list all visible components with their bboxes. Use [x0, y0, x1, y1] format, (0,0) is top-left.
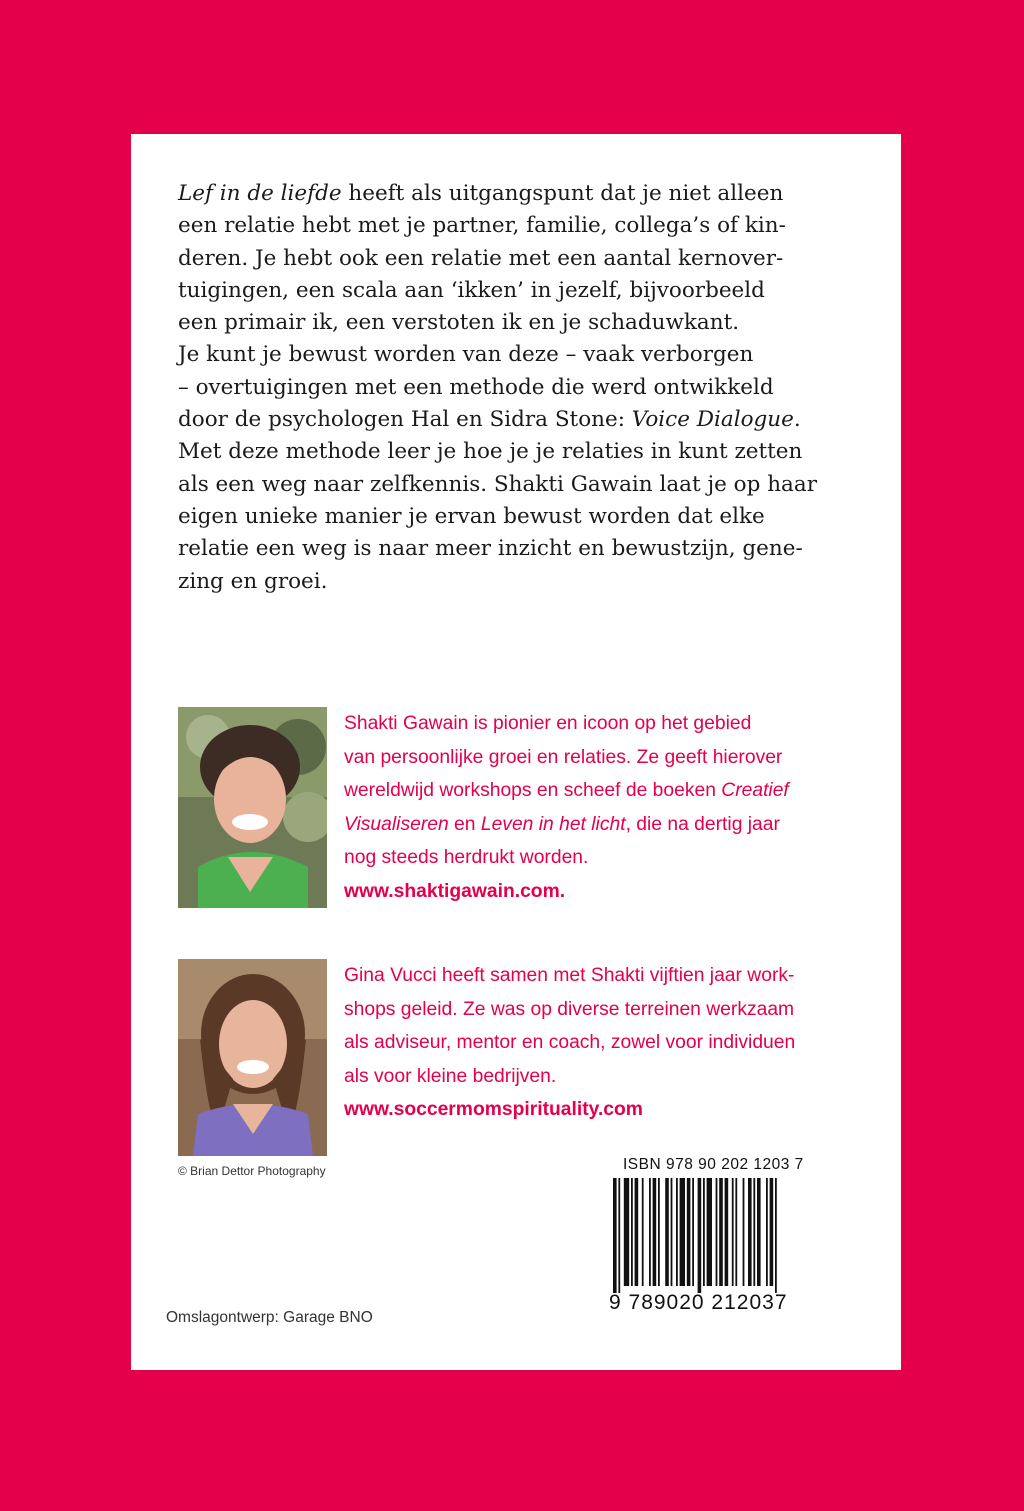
barcode-bar	[775, 1178, 777, 1293]
barcode-bar	[766, 1178, 768, 1286]
author-website-link[interactable]: www.shaktigawain.com.	[344, 880, 566, 902]
barcode-bar	[719, 1178, 723, 1286]
bio-line: wereldwijd workshops en scheef de boeken Creatief	[344, 780, 789, 802]
barcode-bar	[618, 1178, 620, 1293]
barcode-bar	[631, 1178, 633, 1286]
blurb-line: een relatie hebt met je partner, familie, collega’s of kin-	[178, 213, 786, 239]
barcode-bar	[680, 1178, 685, 1286]
blurb-line: Met deze methode leer je hoe je je relaties in kunt zetten	[178, 439, 803, 465]
barcode-bar	[698, 1178, 702, 1293]
barcode-bar	[635, 1178, 639, 1286]
blurb-line: – overtuigingen met een methode die werd ontwikkeld	[178, 374, 774, 400]
blurb-line: tuigingen, een scala aan ‘ikken’ in jezelf, bijvoorbeeld	[178, 277, 765, 303]
barcode-bar	[753, 1178, 755, 1286]
barcode-bar	[732, 1178, 734, 1286]
barcode-bar	[757, 1178, 761, 1286]
isbn-block	[609, 1156, 839, 1315]
back-cover-panel	[131, 134, 901, 1370]
barcode-bar	[676, 1178, 678, 1286]
barcode-digits: 9 789020 212037	[609, 1291, 788, 1314]
barcode-bar	[707, 1178, 712, 1286]
bio-line: shops geleid. Ze was op diverse terreinen werkzaam	[344, 998, 795, 1020]
barcode-bar	[748, 1178, 752, 1286]
bio-line: als adviseur, mentor en coach, zowel voor individuen	[344, 1032, 796, 1054]
bio-line: Gina Vucci heeft samen met Shakti vijftien jaar work-	[344, 965, 795, 986]
bio-line: als voor kleine bedrijven.	[344, 1065, 557, 1087]
blurb-line: een primair ik, een verstoten ik en je schaduwkant.	[178, 310, 740, 336]
blurb-line: zing en groei.	[178, 568, 328, 594]
blurb-line: relatie een weg is naar meer inzicht en bewustzijn, gene-	[178, 536, 803, 562]
bio-line: nog steeds herdrukt worden.	[344, 847, 589, 869]
barcode-bar	[770, 1178, 774, 1286]
author-photo-shakti	[178, 707, 327, 908]
blurb-line: als een weg naar zelfkennis. Shakti Gawain laat je op haar	[178, 471, 817, 497]
barcode-bar	[649, 1178, 651, 1286]
blurb-line: Lef in de liefde heeft als uitgangspunt dat je niet alleen	[178, 181, 784, 206]
barcode-bar	[735, 1178, 737, 1286]
author-photo-gina	[178, 959, 327, 1156]
barcode-bar	[716, 1178, 718, 1286]
blurb-text	[178, 178, 858, 598]
bio-line: van persoonlijke groei en relaties. Ze geeft hierover	[344, 746, 783, 768]
barcode-bar	[703, 1178, 705, 1286]
blurb-line: Je kunt je bewust worden van deze – vaak verborgen	[178, 342, 754, 368]
blurb-line: deren. Je hebt ook een relatie met een aantal kernover-	[178, 245, 784, 271]
blurb-line: eigen unieke manier je ervan bewust worden dat elke	[178, 503, 765, 529]
barcode-bar	[653, 1178, 657, 1286]
barcode-bar	[665, 1178, 669, 1286]
cover-designer-credit: Omslagontwerp: Garage BNO	[166, 1309, 373, 1326]
author-website-link[interactable]: www.soccermomspirituality.com	[344, 1099, 643, 1121]
barcode-bar	[624, 1178, 629, 1286]
barcode-bar	[692, 1178, 694, 1286]
barcode	[609, 1178, 839, 1293]
author-bio-gina	[344, 959, 874, 1127]
barcode-bar	[642, 1178, 644, 1286]
blurb-line: door de psychologen Hal en Sidra Stone: Voice Dialogue.	[178, 407, 801, 433]
barcode-bar	[687, 1178, 691, 1286]
barcode-bar	[671, 1178, 673, 1286]
isbn-label: ISBN 978 90 202 1203 7	[623, 1156, 804, 1173]
barcode-bar	[743, 1178, 745, 1286]
bio-line: Visualiseren en Leven in het licht, die na dertig jaar	[344, 813, 780, 835]
photo-credit: © Brian Dettor Photography	[178, 1164, 326, 1178]
barcode-bar	[725, 1178, 729, 1286]
author-bio-shakti	[344, 707, 874, 909]
bio-line: Shakti Gawain is pionier en icoon op het gebied	[344, 713, 752, 734]
barcode-bar	[613, 1178, 617, 1293]
barcode-bar	[658, 1178, 660, 1286]
